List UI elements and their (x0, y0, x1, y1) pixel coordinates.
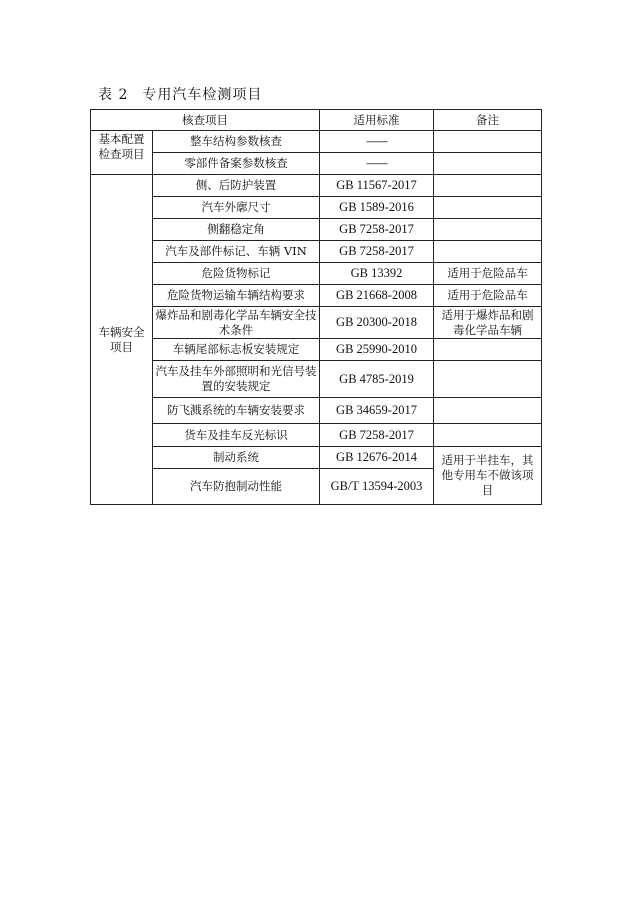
standard-cell: GB/T 13594-2003 (320, 469, 434, 505)
item-cell: 汽车防抱制动性能 (153, 469, 320, 505)
table-row (91, 361, 542, 398)
item-cell: 货车及挂车反光标识 (153, 424, 320, 447)
note-cell (434, 424, 542, 447)
note-cell (434, 197, 542, 219)
item-cell: 汽车外廓尺寸 (153, 197, 320, 219)
table-row (91, 263, 542, 285)
standard-cell: GB 12676-2014 (320, 447, 434, 469)
table-row (91, 339, 542, 361)
standard-cell: GB 21668-2008 (320, 285, 434, 307)
category-basic (91, 131, 153, 175)
note-cell: 适用于危险品车 (434, 285, 542, 307)
item-cell: 零部件备案参数核查 (153, 153, 320, 175)
note-cell (434, 361, 542, 398)
table-row (91, 131, 542, 153)
standard-cell: GB 4785-2019 (320, 361, 434, 398)
header-standard: 适用标准 (320, 110, 434, 131)
note-cell (434, 241, 542, 263)
note-cell: 适用于爆炸品和剧毒化学品车辆 (434, 307, 542, 339)
header-note: 备注 (434, 110, 542, 131)
standard-cell: GB 34659-2017 (320, 398, 434, 424)
item-cell: 防飞溅系统的车辆安装要求 (153, 398, 320, 424)
table-row (91, 241, 542, 263)
note-cell (434, 398, 542, 424)
standard-cell: GB 7258-2017 (320, 219, 434, 241)
table-row (91, 153, 542, 175)
table-row (91, 307, 542, 339)
item-cell: 汽车及挂车外部照明和光信号装置的安装规定 (153, 361, 320, 398)
header-item: 核查项目 (91, 110, 320, 131)
item-cell: 汽车及部件标记、车辆 VIN (153, 241, 320, 263)
table-row (91, 285, 542, 307)
table-row (91, 447, 542, 469)
standard-cell: —— (320, 153, 434, 175)
note-cell-merged: 适用于半挂车，其他专用车不做该项目 (434, 447, 542, 505)
table-row (91, 175, 542, 197)
standard-cell: GB 13392 (320, 263, 434, 285)
note-cell (434, 339, 542, 361)
table-header-row (91, 110, 542, 131)
note-cell (434, 153, 542, 175)
item-cell: 危险货物运输车辆结构要求 (153, 285, 320, 307)
standard-cell: GB 25990-2010 (320, 339, 434, 361)
table-row (91, 197, 542, 219)
standard-cell: GB 11567-2017 (320, 175, 434, 197)
item-cell: 侧翻稳定角 (153, 219, 320, 241)
category-safety: 车辆安全项目 (91, 175, 153, 505)
standard-cell: —— (320, 131, 434, 153)
item-cell: 整车结构参数核查 (153, 131, 320, 153)
item-cell: 爆炸品和剧毒化学品车辆安全技术条件 (153, 307, 320, 339)
standard-cell: GB 20300-2018 (320, 307, 434, 339)
item-cell: 制动系统 (153, 447, 320, 469)
table-title: 专用汽车检测项目 (142, 87, 263, 103)
note-cell (434, 175, 542, 197)
table-number: 表 2 (98, 87, 129, 103)
table-row (91, 219, 542, 241)
table-row (91, 398, 542, 424)
item-cell: 危险货物标记 (153, 263, 320, 285)
category-basic-label: 基本配置检查项目 (98, 131, 145, 161)
item-cell: 车辆尾部标志板安装规定 (153, 339, 320, 361)
standard-cell: GB 7258-2017 (320, 241, 434, 263)
standard-cell: GB 7258-2017 (320, 424, 434, 447)
item-cell: 侧、后防护装置 (153, 175, 320, 197)
inspection-items-table (90, 109, 542, 505)
table-row (91, 424, 542, 447)
standard-cell: GB 1589-2016 (320, 197, 434, 219)
note-cell (434, 219, 542, 241)
note-cell: 适用于危险品车 (434, 263, 542, 285)
note-cell (434, 131, 542, 153)
table-caption (98, 84, 262, 104)
